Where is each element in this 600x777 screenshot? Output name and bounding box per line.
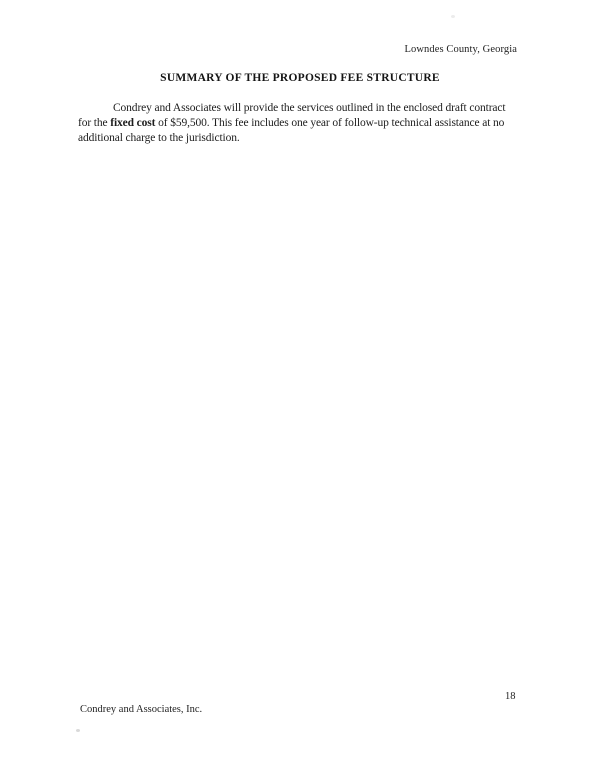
paragraph-line-2-pre: for the [78, 117, 111, 129]
page-title: SUMMARY OF THE PROPOSED FEE STRUCTURE [160, 72, 440, 84]
body-paragraph [78, 101, 526, 146]
paragraph-line-2 [78, 116, 526, 131]
scan-speck-top-right [451, 15, 455, 18]
paragraph-line-3: additional charge to the jurisdiction. [78, 132, 240, 144]
footer-company-name: Condrey and Associates, Inc. [80, 704, 203, 715]
scan-speck-bottom-left [76, 729, 80, 732]
paragraph-line-1: Condrey and Associates will provide the services outlined in the enclosed draft contract [113, 102, 506, 114]
header-right-text: Lowndes County, Georgia [404, 44, 517, 55]
fixed-cost-emphasis: fixed cost [110, 117, 156, 129]
page-number: 18 [505, 691, 516, 702]
paragraph-line-2-post: of $59,500. This fee includes one year of follow-up technical assistance at no [155, 117, 505, 129]
